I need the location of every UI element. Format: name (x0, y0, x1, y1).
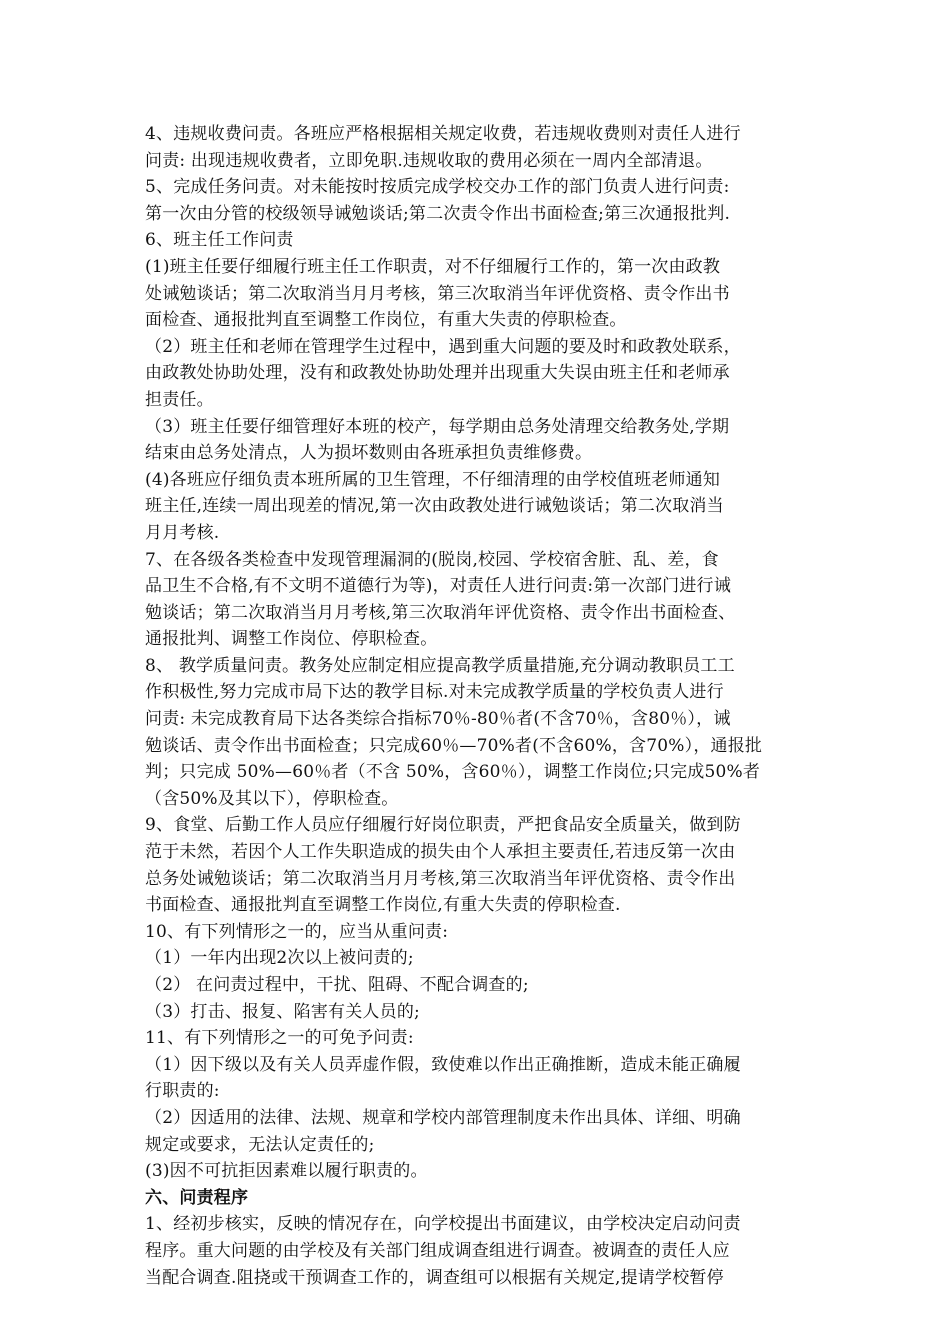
text-line: 当配合调查.阻挠或干预调查工作的，调查组可以根据有关规定,提请学校暂停 (145, 1267, 724, 1288)
text-line: （3）班主任要仔细管理好本班的校产，每学期由总务处清理交给教务处,学期 (145, 416, 730, 437)
text-line: 第一次由分管的校级领导诫勉谈话;第二次责令作出书面检查;第三次通报批判. (145, 203, 731, 224)
text-line: 程序。重大问题的由学校及有关部门组成调查组进行调查。被调查的责任人应 (145, 1240, 730, 1261)
text-line: (4)各班应仔细负责本班所属的卫生管理，不仔细清理的由学校值班老师通知 (145, 469, 721, 490)
text-line: 月月考核. (145, 522, 220, 543)
text-line: 6、班主任工作问责 (145, 230, 294, 251)
text-line: 范于未然，若因个人工作失职造成的损失由个人承担主要责任,若违反第一次由 (145, 842, 736, 863)
text-line: （1）一年内出现2次以上被问责的; (145, 948, 414, 969)
text-line: 勉谈话；第二次取消当月月考核,第三次取消年评优资格、责令作出书面检查、 (145, 602, 736, 623)
text-line: （3）打击、报复、陷害有关人员的; (145, 1001, 420, 1022)
text-line: （2） 在问责过程中，干扰、阻碍、不配合调查的; (145, 975, 529, 995)
text-line: 担责任。 (145, 389, 214, 410)
text-line: (1)班主任要仔细履行班主任工作职责，对不仔细履行工作的，第一次由政教 (145, 256, 721, 277)
text-line: 10、有下列情形之一的，应当从重问责: (145, 921, 449, 942)
text-line: （2）班主任和老师在管理学生过程中，遇到重大问题的要及时和政教处联系， (145, 336, 741, 357)
text-line: （含50%及其以下），停职检查。 (145, 788, 399, 809)
text-line: 面检查、通报批判直至调整工作岗位，有重大失责的停职检查。 (145, 310, 627, 331)
text-line: (3)因不可抗拒因素难以履行职责的。 (145, 1161, 428, 1182)
text-line: 通报批判、调整工作岗位、停职检查。 (145, 629, 438, 650)
text-line: 勉谈话、责令作出书面检查；只完成60％—70%者(不含60%，含70%），通报批 (145, 735, 763, 756)
text-line: 由政教处协助处理，没有和政教处协助处理并出现重大失误由班主任和老师承 (145, 363, 730, 384)
text-line: 规定或要求，无法认定责任的; (145, 1134, 375, 1155)
text-line: 总务处诫勉谈话；第二次取消当月月考核,第三次取消当年评优资格、责令作出 (145, 868, 736, 889)
text-line: 结束由总务处清点，人为损坏数则由各班承担负责维修费。 (145, 443, 593, 464)
text-line: 4、违规收费问责。各班应严格根据相关规定收费，若违规收费则对责任人进行 (145, 124, 741, 144)
text-line: 问责: 未完成教育局下达各类综合指标70％-80％者(不含70％，含80％），诫 (145, 709, 731, 730)
section-heading: 六、问责程序 (145, 1187, 249, 1208)
text-line: 行职责的: (145, 1081, 220, 1102)
text-line: 5、完成任务问责。对未能按时按质完成学校交办工作的部门负责人进行问责: (145, 177, 730, 198)
text-line: （1）因下级以及有关人员弄虚作假，致使难以作出正确推断，造成未能正确履 (145, 1054, 741, 1075)
text-line: 书面检查、通报批判直至调整工作岗位,有重大失责的停职检查. (145, 895, 621, 916)
text-line: 1、经初步核实，反映的情况存在，向学校提出书面建议，由学校决定启动问责 (145, 1214, 741, 1235)
text-line: （2）因适用的法律、法规、规章和学校内部管理制度未作出具体、详细、明确 (145, 1107, 741, 1128)
text-line: 班主任,连续一周出现差的情况,第一次由政教处进行诫勉谈话；第二次取消当 (145, 496, 724, 517)
text-line: 11、有下列情形之一的可免予问责: (145, 1028, 414, 1049)
text-line: 判；只完成 50%—60％者（不含 50%，含60％），调整工作岗位;只完成50%者 (145, 762, 761, 783)
text-line: 作积极性,努力完成市局下达的教学目标.对未完成教学质量的学校负责人进行 (145, 682, 724, 703)
text-line: 品卫生不合格,有不文明不道德行为等)，对责任人进行问责:第一次部门进行诫 (145, 576, 731, 597)
text-line: 9、食堂、后勤工作人员应仔细履行好岗位职责，严把食品安全质量关，做到防 (145, 815, 741, 836)
text-line: 8、 教学质量问责。教务处应制定相应提高教学质量措施,充分调动教职员工工 (145, 655, 735, 676)
text-line: 处诫勉谈话；第二次取消当月月考核，第三次取消当年评优资格、责令作出书 (145, 283, 730, 304)
text-line: 7、在各级各类检查中发现管理漏洞的(脱岗,校园、学校宿舍脏、乱、差，食 (145, 549, 719, 570)
document-body (145, 121, 811, 1291)
text-line: 问责: 出现违规收费者，立即免职.违规收取的费用必须在一周内全部清退。 (145, 150, 713, 171)
